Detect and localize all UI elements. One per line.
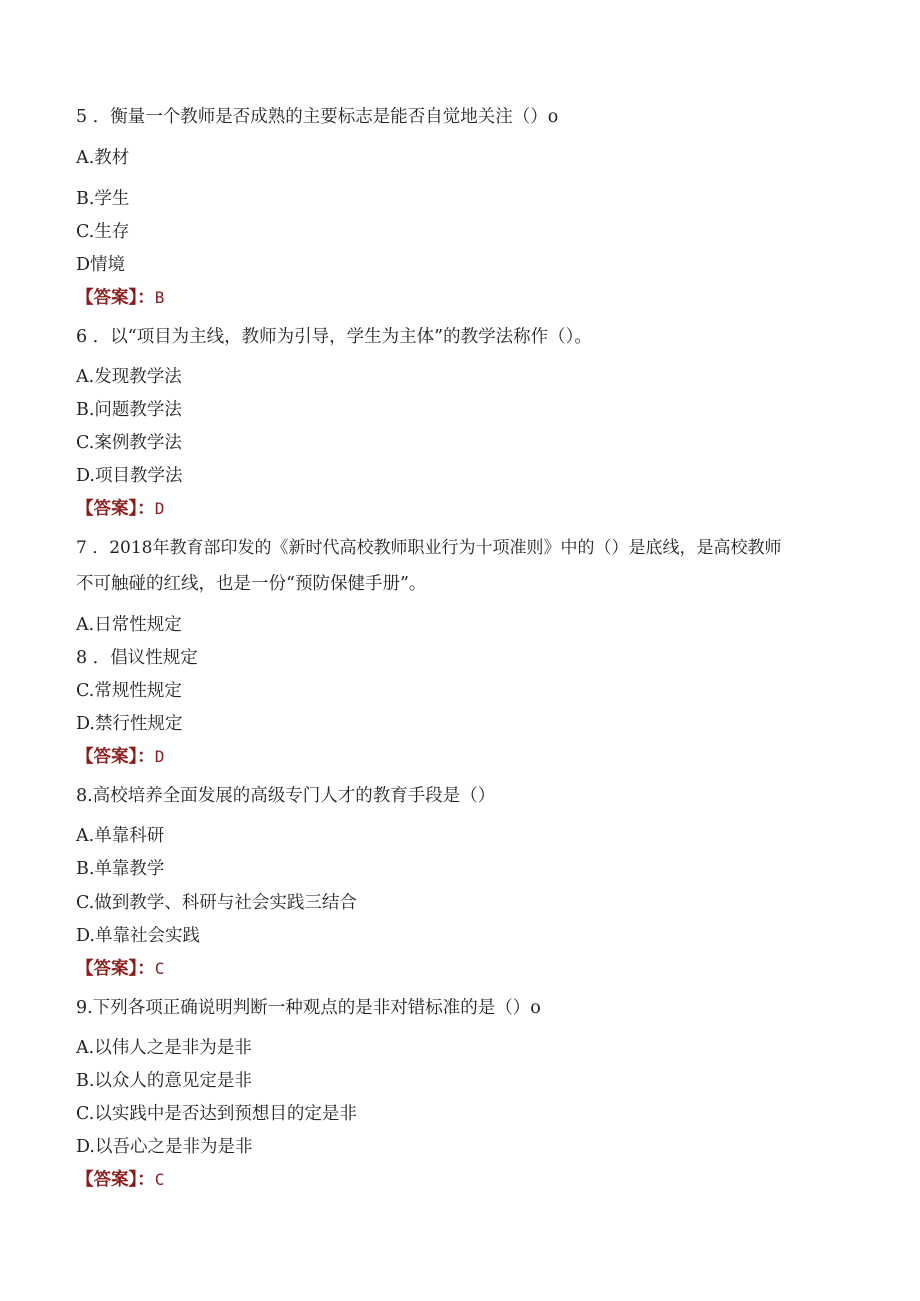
question-8-option-b: B.单靠教学 bbox=[76, 859, 165, 879]
question-9-answer bbox=[76, 1169, 164, 1191]
question-6-option-b: B.问题教学法 bbox=[76, 400, 182, 420]
question-5-option-d: D情境 bbox=[76, 255, 126, 275]
question-5-answer bbox=[76, 287, 164, 309]
question-5-stem: 5 ．衡量一个教师是否成熟的主要标志是能否自觉地关注（）o bbox=[76, 107, 559, 127]
question-8-stem: 8.高校培养全面发展的高级专门人才的教育手段是（） bbox=[76, 786, 496, 806]
question-5-option-b: B.学生 bbox=[76, 189, 130, 209]
question-9-option-d: D.以吾心之是非为是非 bbox=[76, 1137, 253, 1157]
question-6-stem: 6 ．以“项目为主线，教师为引导，学生为主体”的教学法称作（）。 bbox=[76, 327, 592, 347]
answer-label: 【答案】： bbox=[76, 288, 155, 308]
answer-value: B bbox=[154, 288, 165, 307]
answer-label: 【答案】： bbox=[76, 747, 155, 767]
answer-label: 【答案】： bbox=[76, 499, 155, 519]
answer-label: 【答案】： bbox=[76, 959, 155, 979]
question-8-option-d: D.单靠社会实践 bbox=[76, 926, 200, 946]
question-6-option-a: A.发现教学法 bbox=[76, 367, 182, 387]
question-8-option-c: C.做到教学、科研与社会实践三结合 bbox=[76, 893, 357, 913]
question-6-option-c: C.案例教学法 bbox=[76, 433, 182, 453]
question-5-option-a: A.教材 bbox=[76, 148, 130, 168]
question-7-option-b: 8 ．倡议性规定 bbox=[76, 648, 198, 668]
question-7-stem: 7 ．2018年教育部印发的《新时代高校教师职业行为十项准则》中的（）是底线，是高校教师 bbox=[76, 538, 782, 558]
answer-value: D bbox=[154, 499, 165, 518]
question-7-option-d: D.禁行性规定 bbox=[76, 714, 183, 734]
answer-value: C bbox=[154, 1170, 165, 1189]
question-7-option-c: C.常规性规定 bbox=[76, 681, 182, 701]
question-8-answer bbox=[76, 958, 164, 980]
question-6-option-d: D.项目教学法 bbox=[76, 466, 183, 486]
answer-label: 【答案】： bbox=[76, 1170, 155, 1190]
question-9-option-c: C.以实践中是否达到预想目的定是非 bbox=[76, 1104, 357, 1124]
question-9-option-b: B.以众人的意见定是非 bbox=[76, 1071, 252, 1091]
question-5-option-c: C.生存 bbox=[76, 222, 130, 242]
question-9-option-a: A.以伟人之是非为是非 bbox=[76, 1038, 252, 1058]
question-7-stem-continued: 不可触碰的红线，也是一份“预防保健手册”。 bbox=[76, 574, 427, 594]
question-6-answer bbox=[76, 498, 164, 520]
question-7-option-a: A.日常性规定 bbox=[76, 615, 182, 635]
question-7-answer bbox=[76, 746, 164, 768]
answer-value: C bbox=[154, 959, 165, 978]
question-8-option-a: A.单靠科研 bbox=[76, 826, 165, 846]
question-9-stem: 9.下列各项正确说明判断一种观点的是非对错标准的是（）o bbox=[76, 998, 541, 1018]
answer-value: D bbox=[154, 747, 165, 766]
